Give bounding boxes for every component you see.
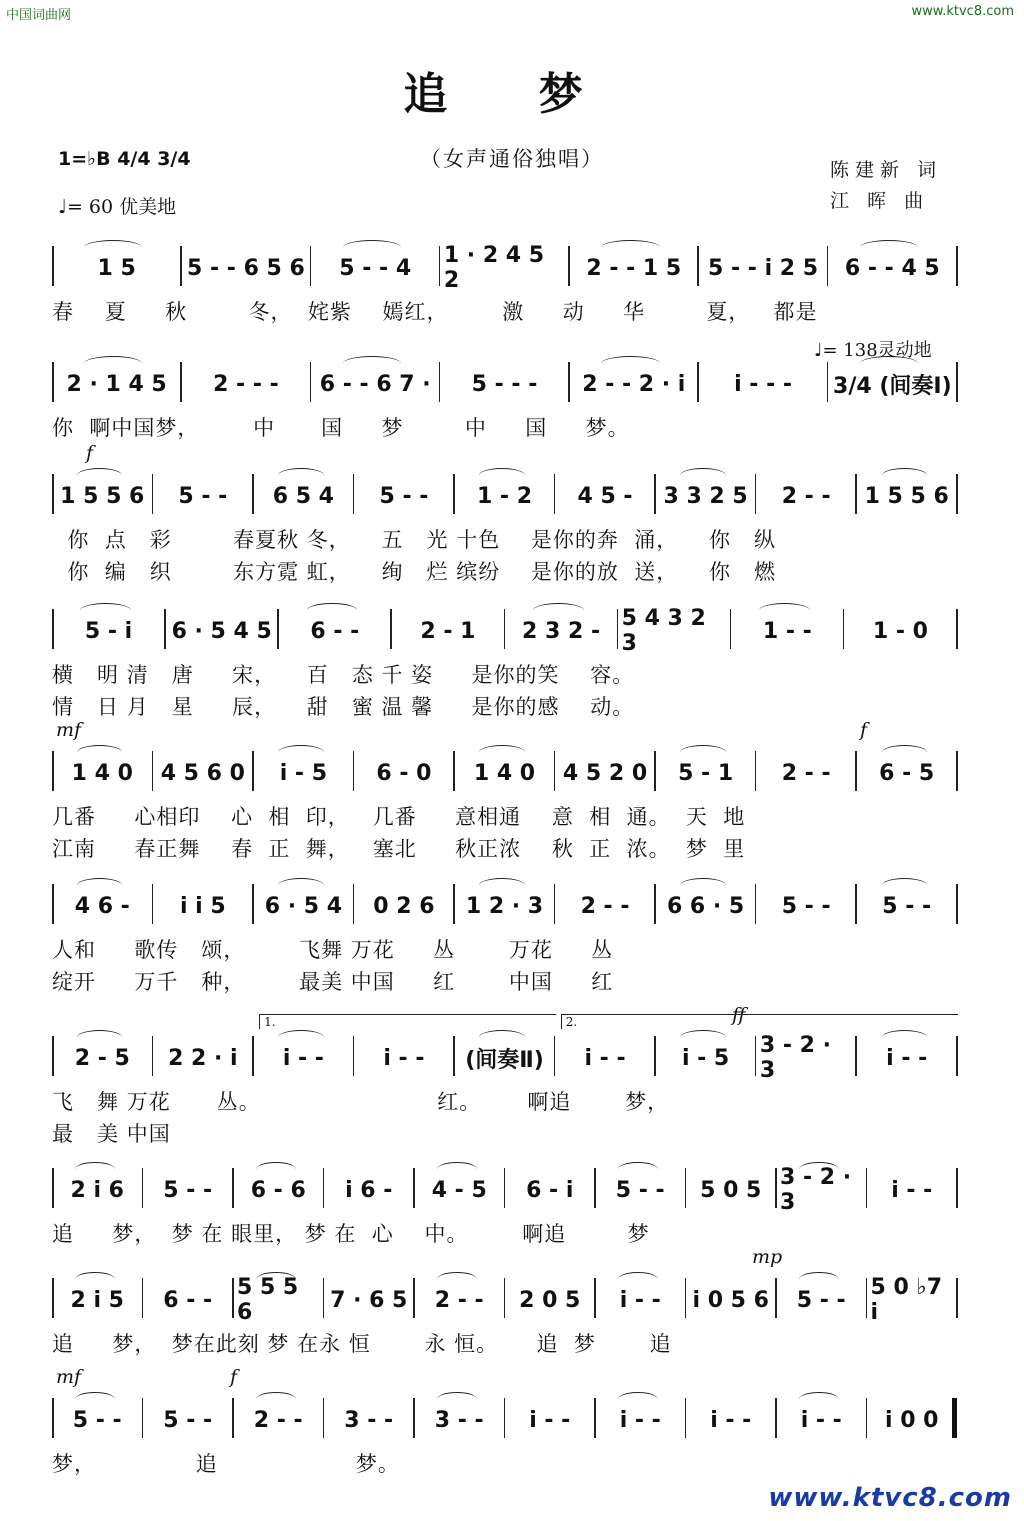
barline [755,474,757,514]
barline [390,609,392,649]
slur [307,603,358,618]
measure: 6 - - 6 7 · [319,371,431,397]
barline [52,884,54,924]
measure: i 6 - [345,1177,393,1203]
barline [413,1398,415,1438]
barline [855,751,857,791]
barline [252,884,254,924]
lyrics-line: 追 梦， 梦 在 眼里， 梦 在 心 中。 啊追 梦 [52,1222,650,1246]
lyrics-line: 你 啊中国梦， 中 国 梦 中 国 梦。 [52,416,630,440]
measure: 6 · 5 4 5 [171,618,272,644]
measure: 7 · 6 5 [330,1287,408,1313]
measure: 2 - - [434,1287,484,1313]
notes-row [52,240,957,292]
measure: 6 - - [310,618,360,644]
barline [956,362,958,402]
slur [601,240,659,255]
measure: 5 - - [379,483,429,509]
barline [775,1168,777,1208]
measure: 5 - - [781,893,831,919]
slur [799,1162,840,1177]
notes-row [52,356,957,408]
measure: 6 5 4 [272,483,334,509]
score-system [52,1246,957,1362]
barline [52,474,54,514]
barline [353,884,355,924]
lyrics-line: 梦， 追 梦。 [52,1452,400,1476]
measure: 5 - 1 [678,760,734,786]
measure: 6 - 5 [879,760,935,786]
notes-row [52,468,957,520]
measure: 5 - i [84,618,133,644]
notes-row [52,1030,957,1082]
barline [323,1398,325,1438]
measure: 4 5 6 0 [160,760,245,786]
barline [956,1036,958,1076]
measure: i - 5 [279,760,328,786]
barline [654,751,656,791]
measure: 3 - 2 · 3 [759,1033,831,1083]
barline [142,1168,144,1208]
measure: 2 · 1 4 5 [66,371,167,397]
barline [453,751,455,791]
barline [554,884,556,924]
tempo-marking: ♩= 60 优美地 [58,196,177,218]
slur [680,878,725,893]
barline [827,246,829,286]
score-system [52,878,957,994]
barline [956,1168,958,1208]
barline [353,474,355,514]
measure: 1 - 2 [476,483,533,509]
slur [84,240,142,255]
measure: 2 - - 1 5 [586,255,682,281]
barline [775,1278,777,1318]
barline [755,884,757,924]
score-system [52,240,957,330]
measure: 1 4 0 [71,760,133,786]
lyrics-line: 绽开 万千 种， 最美 中国 红 中国 红 [52,970,614,994]
barline [152,884,154,924]
measure: 5 - - [163,1177,213,1203]
measure: 3 - 2 · 3 [780,1165,852,1215]
measure: 2 - - 2 · i [582,371,686,397]
volta-first-ending: 1. [259,1014,556,1029]
barline [353,1036,355,1076]
slur [75,1392,116,1407]
measure: 5 - - [72,1407,122,1433]
slur [256,1272,297,1287]
measure: 4 6 - [74,893,130,919]
slur [278,1030,323,1045]
slur [84,356,142,371]
barline [152,1036,154,1076]
barline [568,246,570,286]
measure: 4 - 5 [431,1177,487,1203]
measure: 5 0 ♭7 i [870,1275,943,1325]
barline [52,246,54,286]
barline [855,1036,857,1076]
slur [882,468,927,483]
notes-row [52,603,957,655]
measure: i - - [800,1407,842,1433]
slur [437,1392,478,1407]
barline [956,246,958,286]
score-system [52,1004,957,1146]
barline [152,751,154,791]
slur [256,1392,297,1407]
slur [479,745,524,760]
measure: 5 - - 6 5 6 [187,255,305,281]
barline [504,1398,506,1438]
score-system [52,719,957,861]
slur [80,603,131,618]
barline [855,884,857,924]
barline [152,474,154,514]
lyrics-line: 人和 歌传 颂， 飞舞 万花 丛 万花 丛 [52,938,614,962]
slur [618,1392,659,1407]
measure: 2 3 2 - [522,618,601,644]
barline [956,609,958,649]
barline [654,474,656,514]
measure: 2 2 · i [168,1045,238,1071]
lyricist-credit: 陈建新 词 [830,159,943,181]
measure: i - - [886,1045,928,1071]
barline [594,1168,596,1208]
measure: 5 - - [615,1177,665,1203]
barline [504,609,506,649]
barline [775,1398,777,1438]
measure: 2 i 5 [70,1287,124,1313]
volta-second-ending: 2. [561,1014,958,1029]
measure: i i 5 [179,893,226,919]
barline [52,1168,54,1208]
measure: 2 - - [781,760,831,786]
score-system [52,1162,957,1252]
measure: 5 - - [796,1287,846,1313]
measure: i - - [710,1407,752,1433]
dynamic-marking: mp [752,1246,783,1268]
barline [730,609,732,649]
barline [617,609,619,649]
measure: 5 0 5 [700,1177,762,1203]
slur [437,1162,478,1177]
barline [164,609,166,649]
measure: 2 0 5 [519,1287,581,1313]
slur [882,878,927,893]
barline [866,1278,868,1318]
barline [855,474,857,514]
measure: 5 - - 4 [339,255,412,281]
barline [52,362,54,402]
slur [860,240,918,255]
measure: 4 5 - [577,483,633,509]
barline [827,362,829,402]
notes-row [52,878,957,930]
site-url-right[interactable]: www.ktvc8.com [911,4,1014,19]
score-system [52,1366,957,1482]
barline [180,246,182,286]
barline [594,1398,596,1438]
slur [77,878,122,893]
lyrics-line: 你 编 织 东方霓 虹， 绚 烂 缤纷 是你的放 送， 你 燃 [52,560,776,584]
barline [755,751,757,791]
measure: 1 4 0 [473,760,536,786]
barline [453,1036,455,1076]
slur [618,1272,659,1287]
barline [755,1036,757,1076]
barline [180,362,182,402]
measure: 1 5 5 6 [864,483,949,509]
site-name-left[interactable]: 中国词曲网 [6,8,72,23]
barline [310,246,312,286]
measure: 6 - i [526,1177,574,1203]
barline [310,362,312,402]
measure: 3 - - [344,1407,394,1433]
barline [568,362,570,402]
barline [504,1168,506,1208]
barline [52,1278,54,1318]
footer-logo: www.ktvc8.com [768,1483,1012,1513]
measure: 1 - 0 [872,618,928,644]
notes-row [52,1272,957,1324]
measure: 1 - - [762,618,812,644]
barline [439,362,441,402]
lyrics-line: 飞 舞 万花 丛。 红。 啊追 梦， [52,1090,670,1114]
slur [882,745,927,760]
barline [654,1036,656,1076]
dynamic-marking: f [86,442,94,464]
dynamic-marking: ff [732,1004,746,1026]
measure: 2 - - [253,1407,303,1433]
slur [680,468,725,483]
barline [956,1278,958,1318]
barline [413,1278,415,1318]
measure: i - - [619,1407,661,1433]
barline [439,246,441,286]
measure: i - - [584,1045,626,1071]
barline [232,1278,234,1318]
slur [437,1272,478,1287]
measure: i 0 5 6 [692,1287,769,1313]
slur [278,468,323,483]
measure: i - - - [734,371,793,397]
barline [504,1278,506,1318]
slur [75,1162,116,1177]
measure: 5 - - - [471,371,538,397]
barline [52,609,54,649]
slur [75,1272,116,1287]
lyrics-line: 你 点 彩 春夏秋 冬， 五 光 十色 是你的奔 涌， 你 纵 [52,528,776,552]
lyrics-line: 春 夏 秋 冬， 姹紫 嫣红， 激 动 华 夏， 都是 [52,300,818,324]
barline [554,474,556,514]
slur [601,356,659,371]
barline [453,884,455,924]
measure: 3/4 (间奏Ⅰ) [833,373,952,399]
slur [533,603,584,618]
measure: 5 5 5 6 [237,1275,299,1325]
lyrics-line: 追 梦， 梦在此刻 梦 在永 恒 永 恒。 追 梦 追 [52,1332,672,1356]
measure: (间奏Ⅱ) [465,1047,544,1073]
measure: 6 - 0 [376,760,432,786]
barline [252,1036,254,1076]
measure: 2 - - - [213,371,279,397]
notes-row [52,1162,957,1214]
lyrics-line: 最 美 中国 [52,1122,171,1146]
dynamic-marking: mf [56,1366,82,1388]
measure: 1 · 2 4 5 2 [443,243,545,293]
measure: 5 - - [178,483,228,509]
slur [479,468,524,483]
slur [278,745,323,760]
final-barline [952,1398,957,1438]
slur [799,1272,840,1287]
barline [413,1168,415,1208]
barline [232,1398,234,1438]
tempo-change: ♩= 138灵动地 [814,340,932,361]
measure: 2 - 5 [74,1045,130,1071]
barline [52,751,54,791]
dynamic-marking: f [860,719,868,741]
barline [277,609,279,649]
measure: 5 - - [163,1407,213,1433]
barline [685,1168,687,1208]
measure: 2 i 6 [70,1177,124,1203]
measure: 6 · 5 4 [264,893,343,919]
song-subtitle: （女声通俗独唱） [420,147,604,171]
lyrics-line: 情 日 月 星 辰， 甜 蜜 温 馨 是你的感 动。 [52,695,635,719]
barline [52,1036,54,1076]
measure: i - 5 [681,1045,730,1071]
barline [142,1398,144,1438]
song-title: 追 梦 [403,69,621,120]
slur [618,1162,659,1177]
slur [799,1392,840,1407]
measure: 1 2 · 3 [465,893,544,919]
barline [554,1036,556,1076]
key-signature: 1=♭B 4/4 3/4 [58,148,191,170]
barline [866,1398,868,1438]
slur [256,1162,297,1177]
measure: 4 5 2 0 [562,760,648,786]
lyrics-line: 几番 心相印 心 相 印， 几番 意相通 意 相 通。 天 地 [52,805,746,829]
slur [77,468,122,483]
slur [77,745,122,760]
slur [479,878,524,893]
measure: 1 5 [97,255,136,281]
slur [278,878,323,893]
measure: 5 - - i 2 5 [708,255,819,281]
barline [252,474,254,514]
barline [843,609,845,649]
measure: 2 - - [781,483,831,509]
dynamic-marking: f [230,1366,238,1388]
measure: i - - [891,1177,933,1203]
measure: i 0 0 [885,1407,939,1433]
barline [697,246,699,286]
slur [882,1030,927,1045]
measure: 6 6 · 5 [666,893,745,919]
barline [697,362,699,402]
measure: 2 - 1 [420,618,476,644]
slur [343,240,401,255]
barline [956,751,958,791]
barline [554,751,556,791]
barline [866,1168,868,1208]
slur [680,745,725,760]
barline [323,1168,325,1208]
barline [52,1398,54,1438]
measure: 6 - 6 [250,1177,306,1203]
barline [323,1278,325,1318]
measure: 6 - - [163,1287,213,1313]
slur [479,1030,524,1045]
barline [956,884,958,924]
measure: i - - [529,1407,571,1433]
barline [453,474,455,514]
measure: i - - [282,1045,324,1071]
measure: 5 4 3 2 3 [621,606,706,656]
barline [142,1278,144,1318]
slur [759,603,810,618]
notes-row [52,1392,957,1444]
barline [654,884,656,924]
dynamic-marking: mf [56,719,82,741]
barline [956,474,958,514]
measure: 0 2 6 [373,893,435,919]
slur [680,1030,725,1045]
measure: i - - [383,1045,425,1071]
notes-row [52,745,957,797]
score-system [52,340,957,446]
barline [685,1398,687,1438]
barline [685,1278,687,1318]
measure: 6 - - 4 5 [844,255,940,281]
composer-credit: 江 晖 曲 [830,190,930,212]
slur [343,356,401,371]
lyrics-line: 江南 春正舞 春 正 舞， 塞北 秋正浓 秋 正 浓。 梦 里 [52,837,746,861]
measure: 5 - - [882,893,932,919]
barline [594,1278,596,1318]
measure: 3 - - [434,1407,484,1433]
measure: 2 - - [580,893,630,919]
lyrics-line: 横 明 清 唐 宋， 百 态 千 姿 是你的笑 容。 [52,663,635,687]
measure: 1 5 5 6 [60,483,145,509]
barline [232,1168,234,1208]
score-system [52,603,957,719]
slur [77,1030,122,1045]
score-system [52,442,957,584]
barline [353,751,355,791]
measure: i - - [619,1287,661,1313]
barline [252,751,254,791]
measure: 3 3 2 5 [663,483,748,509]
